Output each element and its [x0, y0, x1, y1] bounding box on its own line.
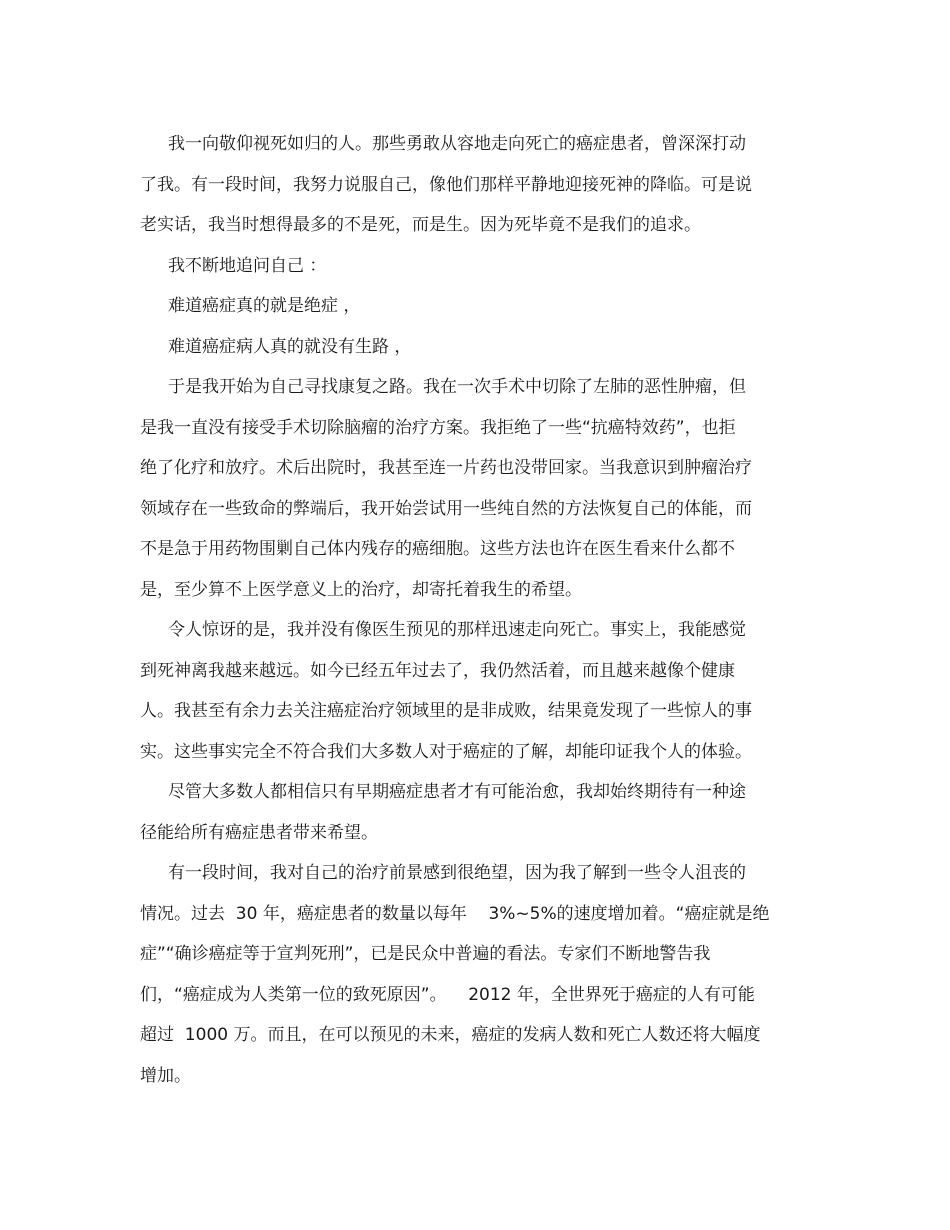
text-line: 难道癌症真的就是绝症 ，	[168, 296, 361, 316]
text-line: 到死神离我越来越远。如今已经五年过去了，我仍然活着，而且越来越像个健康	[140, 661, 735, 681]
text-line: 我不断地追问自己 ：	[168, 256, 327, 276]
text-line: 绝了化疗和放疗。术后出院时，我甚至连一片药也没带回家。当我意识到肿瘤治疗	[140, 458, 752, 478]
text-line: 人。我甚至有余力去关注癌症治疗领域里的是非成败，结果竟发现了一些惊人的事	[140, 701, 752, 721]
text-line: 老实话，我当时想得最多的不是死，而是生。因为死毕竟不是我们的追求。	[140, 215, 701, 235]
text-line: 超过 1000 万。而且，在可以预见的未来，癌症的发病人数和死亡人数还将大幅度	[140, 1025, 761, 1045]
text-line: 我一向敬仰视死如归的人。那些勇敢从容地走向死亡的癌症患者，曾深深打动	[168, 134, 746, 154]
text-line: 尽管大多数人都相信只有早期癌症患者才有可能治愈，我却始终期待有一种途	[168, 782, 746, 802]
text-line: 了我。有一段时间，我努力说服自己，像他们那样平静地迎接死神的降临。可是说	[140, 175, 752, 195]
text-line: 难道癌症病人真的就没有生路 ，	[168, 337, 412, 357]
text-line: 实。这些事实完全不符合我们大多数人对于癌症的了解，却能印证我个人的体验。	[140, 742, 752, 762]
text-line: 增加。	[140, 1066, 191, 1086]
text-line: 是我一直没有接受手术切除脑瘤的治疗方案。我拒绝了一些“抗癌特效药”，也拒	[140, 418, 736, 438]
text-line: 令人惊讶的是，我并没有像医生预见的那样迅速走向死亡。事实上，我能感觉	[168, 620, 746, 640]
text-line: 领域存在一些致命的弊端后，我开始尝试用一些纯自然的方法恢复自己的体能，而	[140, 499, 752, 519]
text-line: 径能给所有癌症患者带来希望。	[140, 823, 378, 843]
text-line: 有一段时间，我对自己的治疗前景感到很绝望，因为我了解到一些令人沮丧的	[168, 863, 746, 883]
text-line: 症”“确诊癌症等于宣判死刑”，已是民众中普遍的看法。专家们不断地警告我	[140, 944, 711, 964]
text-line: 不是急于用药物围剿自己体内残存的癌细胞。这些方法也许在医生看来什么都不	[140, 539, 735, 559]
text-line: 们，“癌症成为人类第一位的致死原因”。 2012 年，全世界死于癌症的人有可能	[140, 985, 755, 1005]
text-line: 于是我开始为自己寻找康复之路。我在一次手术中切除了左肺的恶性肿瘤，但	[168, 377, 746, 397]
text-line: 是，至少算不上医学意义上的治疗，却寄托着我生的希望。	[140, 580, 582, 600]
text-line: 情况。过去 30 年，癌症患者的数量以每年 3%~5%的速度增加着。“癌症就是绝	[140, 904, 770, 924]
